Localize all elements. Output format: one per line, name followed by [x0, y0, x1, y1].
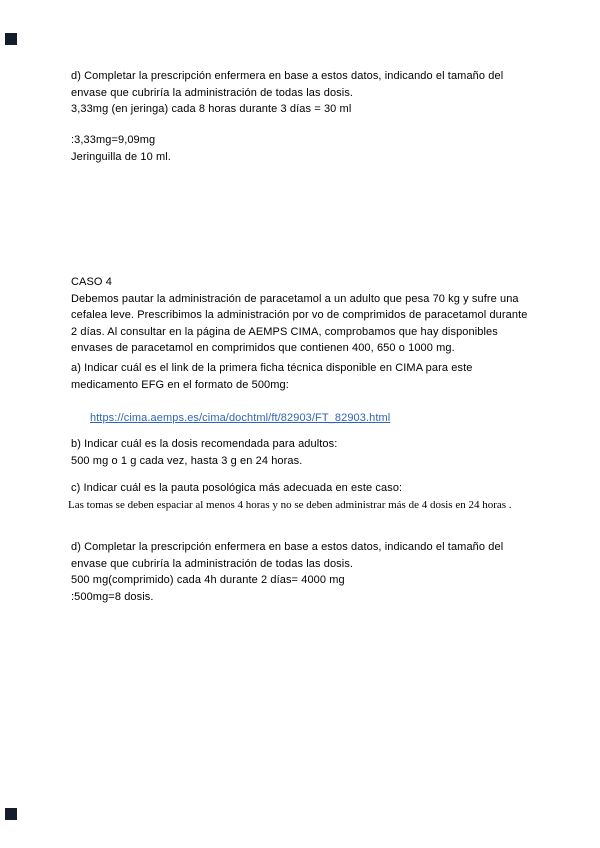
text-line: d) Completar la prescripción enfermera en base a estos datos, indicando el tamaño del — [71, 70, 504, 82]
text-line: Debemos pautar la administración de paracetamol a un adulto que pesa 70 kg y sufre una — [71, 292, 519, 305]
item-c-paragraph — [68, 480, 591, 513]
text-line: c) Indicar cuál es la pauta posológica más adecuada en este caso: — [71, 482, 403, 494]
text-line: medicamento EFG en el formato de 500mg: — [71, 378, 289, 391]
text-line: d) Completar la prescripción enfermera en base a estos datos, indicando el tamaño del — [71, 541, 504, 553]
text-line: envase que cubriría la administración de todas las dosis. — [71, 557, 354, 570]
corner-marker-bottom-icon — [5, 808, 17, 820]
item-c-answer-line: Las tomas se deben espaciar al menos 4 horas y no se deben administrar más de 4 dosis en 24 horas . — [68, 498, 512, 511]
text-line: a) Indicar cuál es el link de la primera ficha técnica disponible en CIMA para este — [71, 362, 473, 374]
text-line: b) Indicar cuál es la dosis recomendada para adultos: — [71, 438, 338, 450]
text-line: envases de paracetamol en comprimidos que contienen 400, 650 o 1000 mg. — [71, 342, 455, 354]
text-line: :500mg=8 dosis. — [71, 590, 154, 603]
text-line: 500 mg o 1 g cada vez, hasta 3 g en 24 horas. — [71, 454, 303, 467]
text-line: 3,33mg (en jeringa) cada 8 horas durante 3 días = 30 ml — [71, 103, 352, 115]
case3-item-d-answer — [71, 132, 591, 165]
text-line: 500 mg(comprimido) cada 4h durante 2 días= 4000 mg — [71, 574, 345, 586]
item-a-paragraph — [71, 360, 591, 424]
text-line: envase que cubriría la administración de todas las dosis. — [71, 86, 354, 99]
text-line: :3,33mg=9,09mg — [71, 134, 156, 146]
corner-marker-top-icon — [5, 33, 17, 45]
case3-item-d-paragraph — [71, 68, 591, 118]
item-b-paragraph — [71, 436, 591, 469]
item-d-paragraph — [71, 539, 591, 605]
caso4-intro-paragraph — [71, 274, 591, 357]
cima-ficha-tecnica-link[interactable]: https://cima.aemps.es/cima/dochtml/ft/82903/FT_82903.html — [89, 411, 391, 424]
text-line: cefalea leve. Prescribimos la administración por vo de comprimidos de paracetamol durante — [71, 309, 528, 321]
caso4-title: CASO 4 — [71, 276, 112, 288]
text-line: Jeringuilla de 10 ml. — [71, 150, 171, 163]
text-line: 2 días. Al consultar en la página de AEMPS CIMA, comprobamos que hay disponibles — [71, 325, 498, 338]
